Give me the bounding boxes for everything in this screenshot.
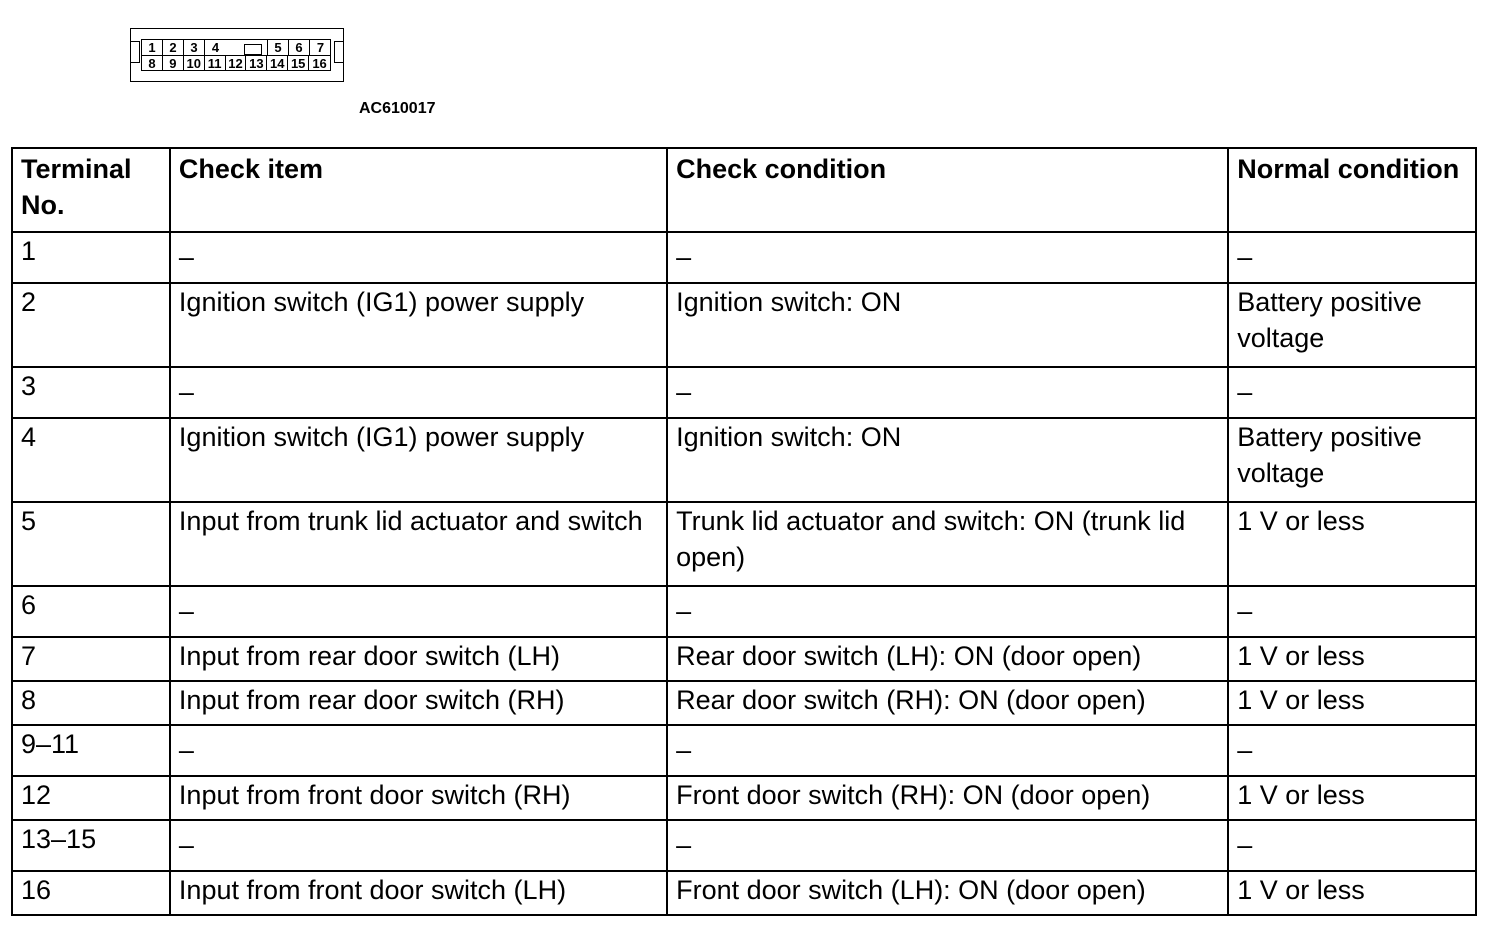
connector-left-tab	[130, 41, 140, 63]
connector-pin: 3	[184, 40, 205, 55]
cell-condition: Ignition switch: ON	[667, 283, 1228, 367]
cell-terminal: 4	[12, 418, 170, 502]
cell-terminal: 3	[12, 367, 170, 418]
cell-item: Ignition switch (IG1) power supply	[170, 283, 667, 367]
cell-item	[170, 725, 667, 776]
cell-normal-text: –	[1237, 377, 1253, 407]
cell-condition-text: –	[676, 596, 692, 626]
cell-item	[170, 820, 667, 871]
connector-top-row	[142, 40, 331, 55]
connector-pin: 5	[268, 40, 289, 55]
table-row	[12, 367, 1476, 418]
connector-pin: 11	[205, 56, 226, 71]
cell-item	[170, 586, 667, 637]
cell-normal-text: –	[1237, 830, 1253, 860]
cell-terminal: 12	[12, 776, 170, 820]
cell-item: Input from rear door switch (LH)	[170, 637, 667, 681]
connector-pin: 12	[226, 56, 247, 71]
terminal-check-table	[11, 147, 1477, 916]
cell-condition-text: –	[676, 377, 692, 407]
table-row	[12, 232, 1476, 283]
cell-normal	[1228, 725, 1476, 776]
connector-pin: 9	[163, 56, 184, 71]
cell-normal: Battery positive voltage	[1228, 283, 1476, 367]
cell-item-text: –	[178, 830, 194, 860]
cell-terminal: 9–11	[12, 725, 170, 776]
header-terminal-no: Terminal No.	[12, 148, 170, 232]
cell-condition: Front door switch (RH): ON (door open)	[667, 776, 1228, 820]
connector-diagram	[130, 28, 344, 82]
connector-bottom-row	[142, 55, 330, 71]
cell-normal: 1 V or less	[1228, 871, 1476, 915]
cell-condition	[667, 586, 1228, 637]
cell-condition	[667, 725, 1228, 776]
cell-item: Input from rear door switch (RH)	[170, 681, 667, 725]
cell-item-text: –	[178, 596, 194, 626]
cell-terminal: 6	[12, 586, 170, 637]
table-row	[12, 418, 1476, 502]
cell-condition	[667, 232, 1228, 283]
cell-terminal: 1	[12, 232, 170, 283]
cell-normal: 1 V or less	[1228, 502, 1476, 586]
cell-terminal: 2	[12, 283, 170, 367]
table-row	[12, 776, 1476, 820]
connector-pin: 13	[246, 56, 267, 71]
table-row	[12, 820, 1476, 871]
cell-item: Input from front door switch (RH)	[170, 776, 667, 820]
cell-condition	[667, 367, 1228, 418]
cell-terminal: 13–15	[12, 820, 170, 871]
cell-item	[170, 367, 667, 418]
cell-condition-text: –	[676, 735, 692, 765]
cell-normal	[1228, 820, 1476, 871]
cell-normal	[1228, 586, 1476, 637]
header-check-condition: Check condition	[667, 148, 1228, 232]
cell-normal: 1 V or less	[1228, 776, 1476, 820]
figure-code: AC610017	[359, 100, 436, 117]
cell-condition: Trunk lid actuator and switch: ON (trunk lid open)	[667, 502, 1228, 586]
table-row	[12, 871, 1476, 915]
cell-normal-text: –	[1237, 735, 1253, 765]
cell-condition: Rear door switch (LH): ON (door open)	[667, 637, 1228, 681]
connector-pin: 4	[211, 40, 220, 55]
cell-terminal: 8	[12, 681, 170, 725]
connector-pin: 1	[142, 40, 163, 55]
cell-normal: 1 V or less	[1228, 681, 1476, 725]
connector-pin: 6	[289, 40, 310, 55]
cell-item: Input from trunk lid actuator and switch	[170, 502, 667, 586]
cell-terminal: 16	[12, 871, 170, 915]
cell-condition-text: –	[676, 242, 692, 272]
cell-normal	[1228, 232, 1476, 283]
table-row	[12, 725, 1476, 776]
connector-pin: 15	[288, 56, 309, 71]
table-header-row	[12, 148, 1476, 232]
table-row	[12, 637, 1476, 681]
cell-terminal: 5	[12, 502, 170, 586]
cell-condition-text: –	[676, 830, 692, 860]
connector-pin: 14	[267, 56, 288, 71]
cell-item-text: –	[178, 242, 194, 272]
cell-normal: 1 V or less	[1228, 637, 1476, 681]
header-normal-condition: Normal condition	[1228, 148, 1476, 232]
table-row	[12, 502, 1476, 586]
cell-condition: Front door switch (LH): ON (door open)	[667, 871, 1228, 915]
cell-normal: Battery positive voltage	[1228, 418, 1476, 502]
cell-item: Input from front door switch (LH)	[170, 871, 667, 915]
cell-normal-text: –	[1237, 242, 1253, 272]
header-check-item: Check item	[170, 148, 667, 232]
cell-condition: Ignition switch: ON	[667, 418, 1228, 502]
cell-condition	[667, 820, 1228, 871]
cell-terminal: 7	[12, 637, 170, 681]
connector-pin: 10	[184, 56, 205, 71]
cell-item: Ignition switch (IG1) power supply	[170, 418, 667, 502]
table-row	[12, 586, 1476, 637]
connector-pin: 2	[163, 40, 184, 55]
connector-pin: 7	[316, 40, 325, 55]
connector-pin-face	[141, 39, 331, 71]
connector-pin: 16	[312, 56, 327, 71]
connector-right-tab	[334, 41, 344, 63]
table-row	[12, 283, 1476, 367]
cell-normal-text: –	[1237, 596, 1253, 626]
table-row	[12, 681, 1476, 725]
cell-item	[170, 232, 667, 283]
cell-condition: Rear door switch (RH): ON (door open)	[667, 681, 1228, 725]
cell-item-text: –	[178, 735, 194, 765]
connector-pin: 8	[142, 56, 163, 71]
connector-key	[244, 44, 262, 55]
cell-normal	[1228, 367, 1476, 418]
cell-item-text: –	[178, 377, 194, 407]
